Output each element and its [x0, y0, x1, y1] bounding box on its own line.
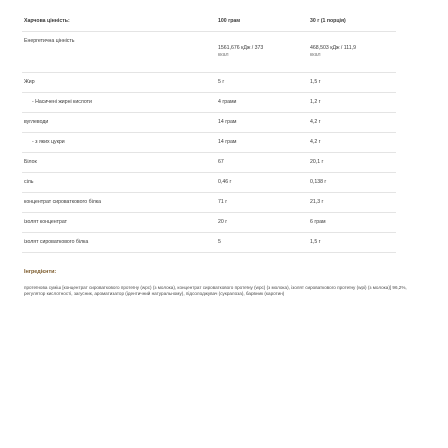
row-per-serving: 21,3 г — [310, 199, 324, 205]
row-divider — [22, 72, 396, 73]
row-per-100: 4 грами — [218, 99, 237, 105]
row-per-100: 14 грам — [218, 119, 237, 125]
row-per-serving: 1,5 г — [310, 79, 321, 85]
energy-per-serving-value: 468,503 кДж / 111,9 — [310, 45, 356, 51]
row-per-100: 5 — [218, 239, 221, 245]
energy-per-serving-unit: ккал — [310, 52, 321, 58]
energy-per-100 — [218, 38, 292, 66]
row-per-serving: 1,5 г — [310, 239, 321, 245]
row-per-serving: 20,1 г — [310, 159, 324, 165]
row-label: вуглеводи — [24, 119, 49, 125]
row-divider — [22, 192, 396, 193]
row-per-100: 20 г — [218, 219, 228, 225]
row-per-serving: 6 грам — [310, 219, 326, 225]
row-per-100: 71 г — [218, 199, 228, 205]
row-per-100: 5 г — [218, 79, 225, 85]
row-label: Жир — [24, 79, 35, 85]
energy-per-100-value: 1561,676 кДж / 373 — [218, 45, 264, 51]
row-per-100: 14 грам — [218, 139, 237, 145]
row-divider — [22, 92, 396, 93]
row-divider — [22, 31, 396, 32]
row-per-serving: 4,2 г — [310, 139, 321, 145]
header-per-100: 100 грам — [218, 18, 241, 24]
row-label: ізолят сироваткового білка — [24, 239, 89, 245]
row-per-serving: 4,2 г — [310, 119, 321, 125]
ingredients-text: протеїнова суміш [концентрат сироваткового протеїну (wpc) (з молока), концентрат сироваткового протеїну (wpc) (з молока), ізолят сироваткового протеїну (wpi) (з молока)] 96,2%, регулятор кислотності, загусник, ароматизатор (ідентичний натуральному), підсолоджувач (сукралоза), барвник (каротин) — [24, 285, 407, 297]
row-divider — [22, 132, 396, 133]
row-per-100: 0,46 г — [218, 179, 232, 185]
row-divider — [22, 252, 396, 253]
row-divider — [22, 112, 396, 113]
row-label: Білок — [24, 159, 37, 165]
ingredients-title: Інгредієнти: — [24, 269, 57, 275]
row-label: - Насичені жирні кислоти — [32, 99, 92, 105]
energy-label: Енергетична цінність — [24, 38, 75, 44]
energy-per-100-unit: ккал — [218, 52, 229, 58]
header-per-serving: 30 г (1 порція) — [310, 18, 346, 24]
row-label: сіль — [24, 179, 34, 185]
row-per-serving: 0,138 г — [310, 179, 327, 185]
row-divider — [22, 232, 396, 233]
row-label: - з яких цукри — [32, 139, 65, 145]
row-divider — [22, 152, 396, 153]
row-divider — [22, 212, 396, 213]
energy-per-serving — [310, 38, 396, 66]
row-per-serving: 1,2 г — [310, 99, 321, 105]
row-label: концентрат сироваткового білка — [24, 199, 102, 205]
row-label: ізолят концентрат — [24, 219, 68, 225]
header-label: Харчова цінність: — [24, 18, 70, 24]
row-divider — [22, 172, 396, 173]
nutrition-table — [22, 18, 426, 259]
row-per-100: 67 — [218, 159, 224, 165]
